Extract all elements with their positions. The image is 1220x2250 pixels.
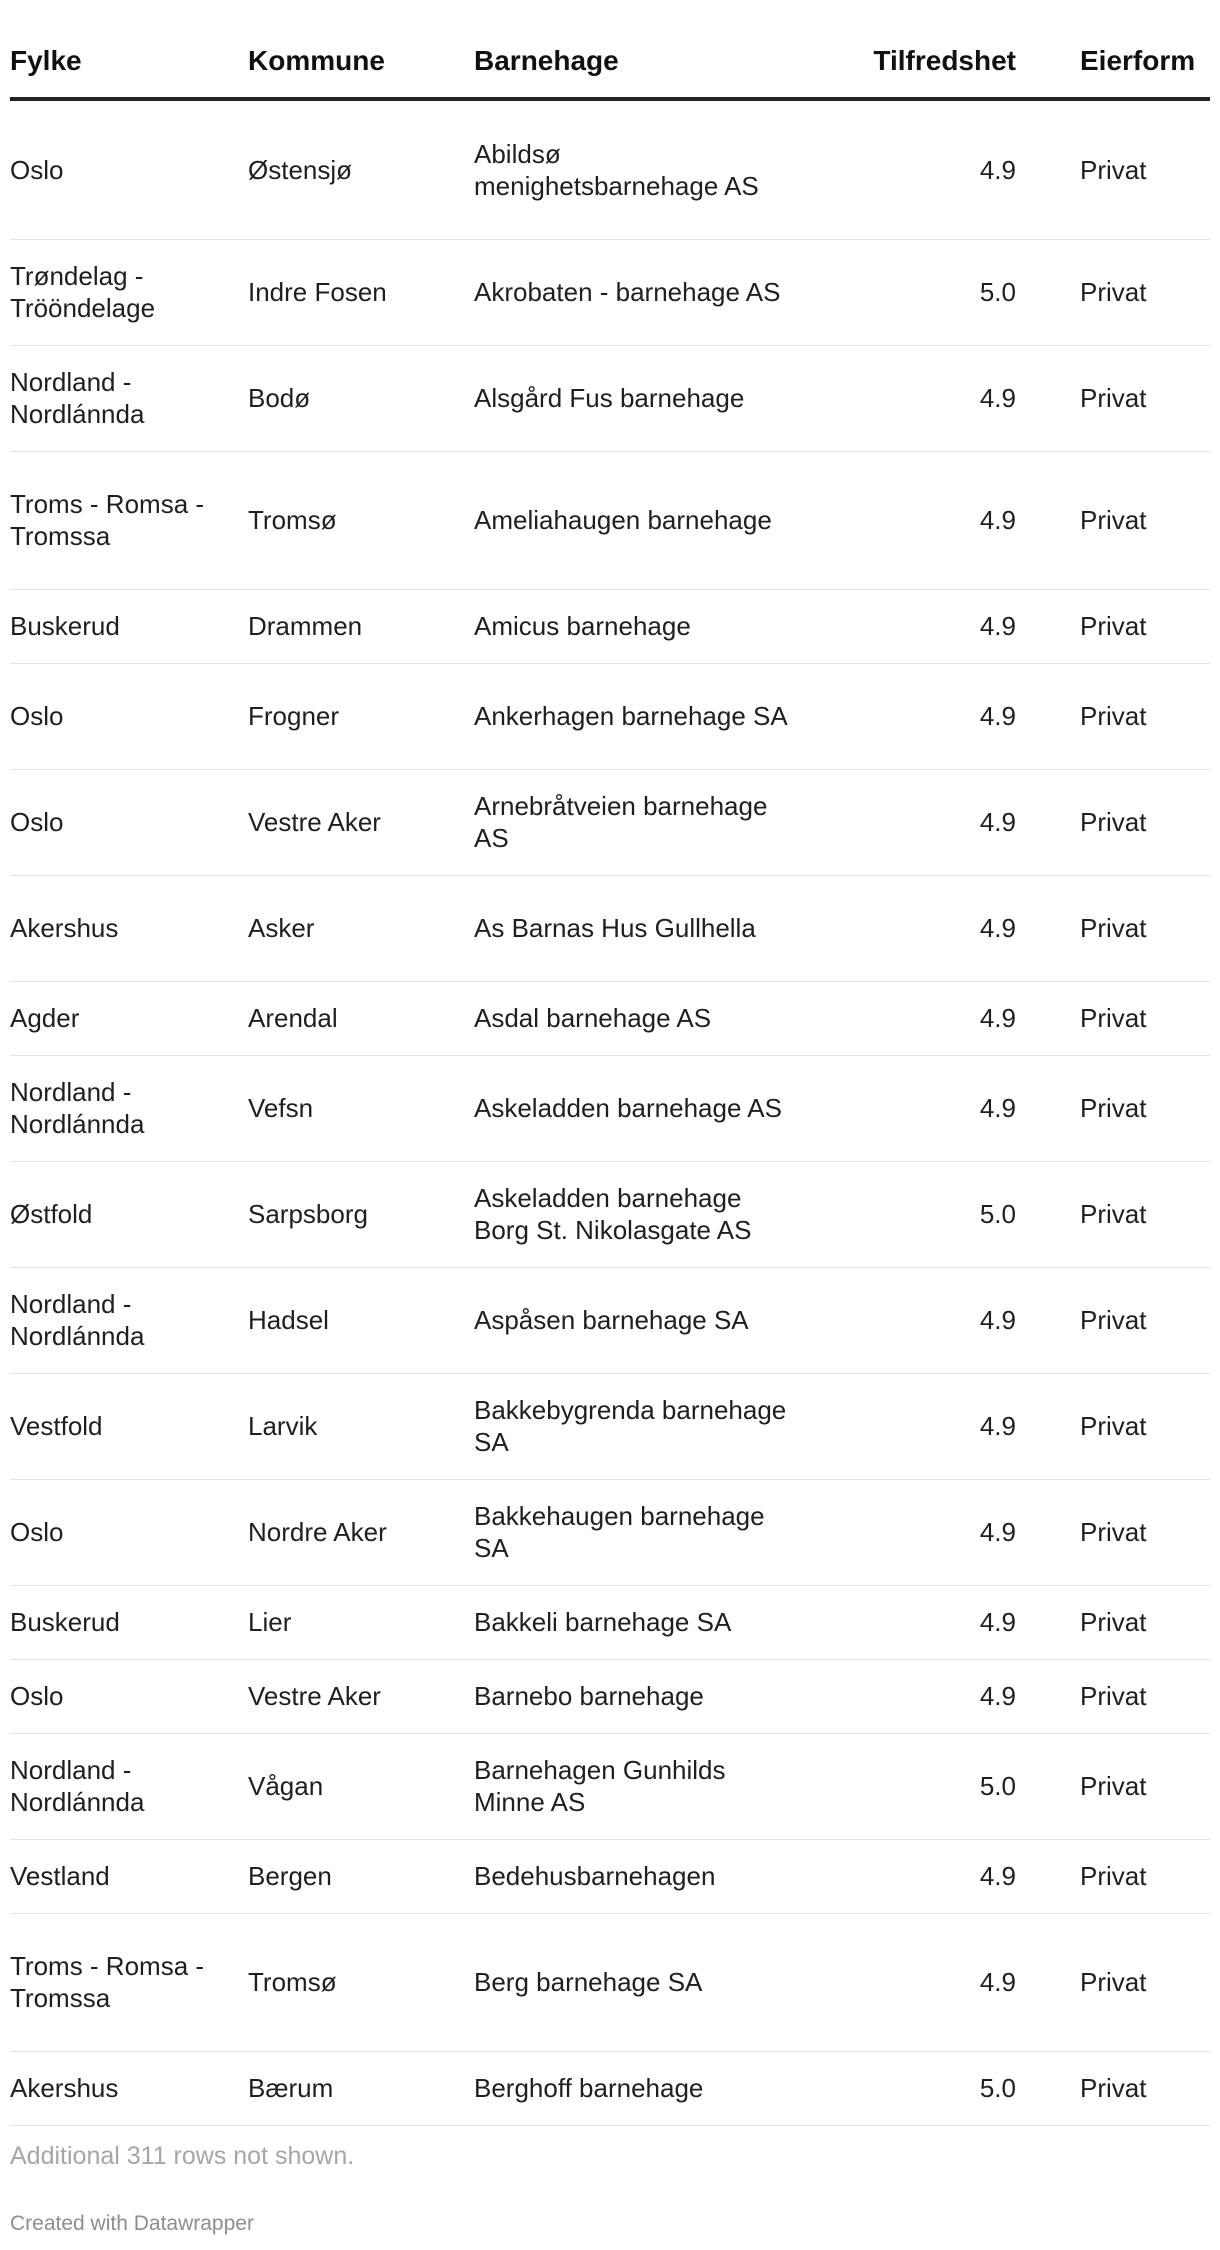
cell-fylke: Nordland - Nordlánnda: [10, 1055, 248, 1161]
table-row: [10, 451, 1210, 589]
cell-fylke: Troms - Romsa - Tromssa: [10, 451, 248, 589]
cell-tilfredshet: 4.9: [814, 589, 1016, 663]
cell-tilfredshet: 4.9: [814, 769, 1016, 875]
cell-barnehage: Amicus barnehage: [474, 589, 814, 663]
cell-barnehage: Bakkeli barnehage SA: [474, 1585, 814, 1659]
cell-eierform: Privat: [1016, 875, 1210, 981]
cell-tilfredshet: 4.9: [814, 1479, 1016, 1585]
table-row: [10, 875, 1210, 981]
cell-kommune: Arendal: [248, 981, 474, 1055]
cell-kommune: Sarpsborg: [248, 1161, 474, 1267]
cell-tilfredshet: 5.0: [814, 2051, 1016, 2125]
cell-eierform: Privat: [1016, 1659, 1210, 1733]
cell-fylke: Agder: [10, 981, 248, 1055]
cell-tilfredshet: 4.9: [814, 875, 1016, 981]
cell-eierform: Privat: [1016, 1839, 1210, 1913]
cell-fylke: Oslo: [10, 769, 248, 875]
table-row: [10, 345, 1210, 451]
cell-barnehage: Askeladden barnehage AS: [474, 1055, 814, 1161]
data-table-container: [10, 0, 1210, 2126]
cell-kommune: Østensjø: [248, 99, 474, 239]
cell-barnehage: Asdal barnehage AS: [474, 981, 814, 1055]
header-fylke[interactable]: Fylke: [10, 0, 248, 99]
cell-kommune: Frogner: [248, 663, 474, 769]
cell-eierform: Privat: [1016, 1267, 1210, 1373]
cell-fylke: Buskerud: [10, 589, 248, 663]
cell-eierform: Privat: [1016, 1733, 1210, 1839]
cell-eierform: Privat: [1016, 451, 1210, 589]
table-row: [10, 663, 1210, 769]
cell-tilfredshet: 4.9: [814, 663, 1016, 769]
header-row: [10, 0, 1210, 99]
cell-barnehage: Ankerhagen barnehage SA: [474, 663, 814, 769]
table-row: [10, 1373, 1210, 1479]
cell-barnehage: Barnehagen Gunhilds Minne AS: [474, 1733, 814, 1839]
cell-barnehage: Ameliahaugen barnehage: [474, 451, 814, 589]
cell-tilfredshet: 4.9: [814, 345, 1016, 451]
table-header: [10, 0, 1210, 99]
cell-barnehage: Barnebo barnehage: [474, 1659, 814, 1733]
kindergarten-table: [10, 0, 1210, 2126]
cell-kommune: Larvik: [248, 1373, 474, 1479]
table-row: [10, 1479, 1210, 1585]
cell-eierform: Privat: [1016, 345, 1210, 451]
cell-kommune: Vestre Aker: [248, 769, 474, 875]
cell-eierform: Privat: [1016, 663, 1210, 769]
cell-tilfredshet: 5.0: [814, 239, 1016, 345]
cell-kommune: Hadsel: [248, 1267, 474, 1373]
cell-barnehage: Aspåsen barnehage SA: [474, 1267, 814, 1373]
cell-tilfredshet: 5.0: [814, 1733, 1016, 1839]
cell-kommune: Bergen: [248, 1839, 474, 1913]
cell-fylke: Oslo: [10, 1479, 248, 1585]
header-eierform[interactable]: Eierform: [1016, 0, 1210, 99]
cell-barnehage: Askeladden barnehage Borg St. Nikolasgate AS: [474, 1161, 814, 1267]
cell-kommune: Bodø: [248, 345, 474, 451]
table-row: [10, 1161, 1210, 1267]
cell-barnehage: Akrobaten - barnehage AS: [474, 239, 814, 345]
cell-fylke: Oslo: [10, 663, 248, 769]
table-row: [10, 1733, 1210, 1839]
cell-tilfredshet: 4.9: [814, 1659, 1016, 1733]
cell-barnehage: Bakkehaugen barnehage SA: [474, 1479, 814, 1585]
cell-kommune: Indre Fosen: [248, 239, 474, 345]
table-body: [10, 99, 1210, 2125]
cell-barnehage: As Barnas Hus Gullhella: [474, 875, 814, 981]
credit-line: Created with Datawrapper: [10, 2212, 254, 2235]
cell-tilfredshet: 4.9: [814, 1585, 1016, 1659]
cell-kommune: Tromsø: [248, 1913, 474, 2051]
cell-fylke: Akershus: [10, 875, 248, 981]
cell-kommune: Nordre Aker: [248, 1479, 474, 1585]
cell-eierform: Privat: [1016, 239, 1210, 345]
cell-fylke: Buskerud: [10, 1585, 248, 1659]
cell-tilfredshet: 4.9: [814, 1839, 1016, 1913]
cell-eierform: Privat: [1016, 1373, 1210, 1479]
cell-eierform: Privat: [1016, 769, 1210, 875]
table-row: [10, 1267, 1210, 1373]
cell-fylke: Nordland - Nordlánnda: [10, 345, 248, 451]
cell-barnehage: Abildsø menighetsbarnehage AS: [474, 99, 814, 239]
cell-tilfredshet: 4.9: [814, 1373, 1016, 1479]
cell-tilfredshet: 5.0: [814, 1161, 1016, 1267]
cell-fylke: Nordland - Nordlánnda: [10, 1733, 248, 1839]
cell-kommune: Asker: [248, 875, 474, 981]
cell-eierform: Privat: [1016, 1055, 1210, 1161]
cell-kommune: Vågan: [248, 1733, 474, 1839]
cell-eierform: Privat: [1016, 981, 1210, 1055]
cell-eierform: Privat: [1016, 1161, 1210, 1267]
cell-tilfredshet: 4.9: [814, 99, 1016, 239]
table-row: [10, 1839, 1210, 1913]
table-row: [10, 239, 1210, 345]
cell-barnehage: Berg barnehage SA: [474, 1913, 814, 2051]
cell-fylke: Trøndelag - Trööndelage: [10, 239, 248, 345]
cell-eierform: Privat: [1016, 1479, 1210, 1585]
cell-fylke: Oslo: [10, 1659, 248, 1733]
cell-eierform: Privat: [1016, 1913, 1210, 2051]
table-notes: Additional 311 rows not shown.: [10, 2142, 355, 2170]
cell-barnehage: Alsgård Fus barnehage: [474, 345, 814, 451]
cell-eierform: Privat: [1016, 2051, 1210, 2125]
cell-eierform: Privat: [1016, 99, 1210, 239]
header-barnehage[interactable]: Barnehage: [474, 0, 814, 99]
cell-fylke: Nordland - Nordlánnda: [10, 1267, 248, 1373]
cell-tilfredshet: 4.9: [814, 1267, 1016, 1373]
cell-fylke: Oslo: [10, 99, 248, 239]
table-row: [10, 769, 1210, 875]
cell-fylke: Østfold: [10, 1161, 248, 1267]
cell-tilfredshet: 4.9: [814, 1913, 1016, 2051]
cell-tilfredshet: 4.9: [814, 981, 1016, 1055]
table-row: [10, 1055, 1210, 1161]
table-row: [10, 589, 1210, 663]
cell-barnehage: Berghoff barnehage: [474, 2051, 814, 2125]
cell-fylke: Vestfold: [10, 1373, 248, 1479]
cell-barnehage: Bedehusbarnehagen: [474, 1839, 814, 1913]
cell-kommune: Tromsø: [248, 451, 474, 589]
cell-tilfredshet: 4.9: [814, 1055, 1016, 1161]
cell-kommune: Vefsn: [248, 1055, 474, 1161]
cell-fylke: Akershus: [10, 2051, 248, 2125]
table-row: [10, 1585, 1210, 1659]
table-row: [10, 99, 1210, 239]
cell-tilfredshet: 4.9: [814, 451, 1016, 589]
header-kommune[interactable]: Kommune: [248, 0, 474, 99]
cell-fylke: Troms - Romsa - Tromssa: [10, 1913, 248, 2051]
header-tilfredshet[interactable]: Tilfredshet: [814, 0, 1016, 99]
cell-kommune: Lier: [248, 1585, 474, 1659]
cell-kommune: Vestre Aker: [248, 1659, 474, 1733]
cell-eierform: Privat: [1016, 1585, 1210, 1659]
table-row: [10, 1913, 1210, 2051]
cell-kommune: Drammen: [248, 589, 474, 663]
table-row: [10, 2051, 1210, 2125]
cell-barnehage: Bakkebygrenda barnehage SA: [474, 1373, 814, 1479]
table-row: [10, 981, 1210, 1055]
table-row: [10, 1659, 1210, 1733]
cell-kommune: Bærum: [248, 2051, 474, 2125]
cell-barnehage: Arnebråtveien barnehage AS: [474, 769, 814, 875]
cell-eierform: Privat: [1016, 589, 1210, 663]
cell-fylke: Vestland: [10, 1839, 248, 1913]
